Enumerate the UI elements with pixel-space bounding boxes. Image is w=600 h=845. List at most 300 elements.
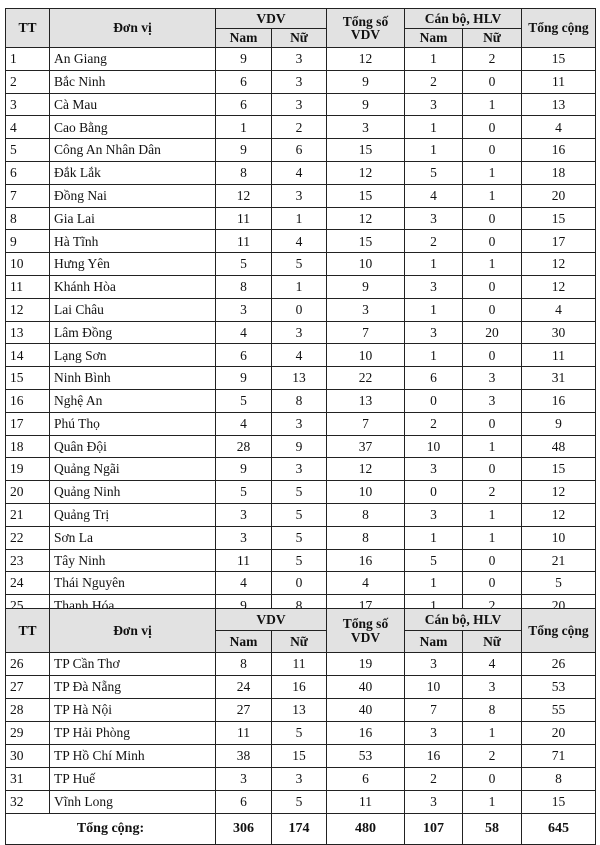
cell-don-vi: Bắc Ninh (50, 70, 216, 93)
cell-tt: 3 (6, 93, 50, 116)
cell-vdv-nu: 2 (272, 116, 327, 139)
header-vdv-nu: Nữ (272, 631, 327, 653)
cell-cb-nam: 7 (405, 699, 463, 722)
header-tong-so-vdv-line1: Tổng số (342, 616, 389, 631)
cell-cb-nam: 2 (405, 230, 463, 253)
cell-vdv-nu: 16 (272, 676, 327, 699)
cell-cb-nam: 1 (405, 253, 463, 276)
cell-tong-vdv: 40 (327, 699, 405, 722)
header-cb-nu: Nữ (463, 631, 522, 653)
cell-tong-vdv: 12 (327, 458, 405, 481)
header-can-bo-hlv: Cán bộ, HLV (405, 9, 522, 29)
cell-tong-vdv: 9 (327, 275, 405, 298)
header-tong-so-vdv-line2: VDV (350, 629, 381, 645)
table-row (6, 344, 596, 367)
cell-cb-nam: 16 (405, 745, 463, 768)
cell-cb-nam: 3 (405, 93, 463, 116)
cell-vdv-nam: 6 (216, 93, 272, 116)
cell-tt: 31 (6, 768, 50, 791)
cell-vdv-nu: 1 (272, 275, 327, 298)
cell-vdv-nu: 5 (272, 253, 327, 276)
cell-tong: 8 (522, 768, 596, 791)
cell-cb-nu: 3 (463, 676, 522, 699)
cell-tong: 31 (522, 367, 596, 390)
cell-cb-nam: 1 (405, 298, 463, 321)
cell-tong: 15 (522, 458, 596, 481)
cell-tong-vdv: 8 (327, 526, 405, 549)
header-tt: TT (6, 9, 50, 48)
table-row (6, 116, 596, 139)
cell-don-vi: Vĩnh Long (50, 791, 216, 814)
cell-cb-nam: 10 (405, 435, 463, 458)
cell-cb-nam: 2 (405, 412, 463, 435)
cell-tong: 20 (522, 595, 596, 618)
table-row (6, 549, 596, 572)
table-row (6, 389, 596, 412)
cell-vdv-nu: 1 (272, 207, 327, 230)
cell-vdv-nu: 8 (272, 595, 327, 618)
cell-tong: 15 (522, 791, 596, 814)
cell-tt: 9 (6, 230, 50, 253)
table-row (6, 722, 596, 745)
cell-vdv-nu: 6 (272, 139, 327, 162)
cell-vdv-nam: 8 (216, 161, 272, 184)
cell-tong-vdv: 16 (327, 549, 405, 572)
cell-vdv-nam: 11 (216, 230, 272, 253)
cell-tong: 12 (522, 275, 596, 298)
cell-cb-nu: 2 (463, 595, 522, 618)
cell-tong-vdv: 37 (327, 435, 405, 458)
cell-tong: 15 (522, 207, 596, 230)
cell-don-vi: An Giang (50, 48, 216, 71)
cell-don-vi: TP Hồ Chí Minh (50, 745, 216, 768)
cell-don-vi: Cao Bằng (50, 116, 216, 139)
cell-tong-vdv: 40 (327, 676, 405, 699)
cell-tt: 5 (6, 139, 50, 162)
cell-vdv-nu: 11 (272, 653, 327, 676)
cell-don-vi: TP Đà Nẵng (50, 676, 216, 699)
cell-tong: 13 (522, 93, 596, 116)
cell-tong: 17 (522, 230, 596, 253)
cell-tt: 32 (6, 791, 50, 814)
cell-tt: 16 (6, 389, 50, 412)
cell-vdv-nam: 3 (216, 768, 272, 791)
cell-cb-nam: 3 (405, 207, 463, 230)
cell-don-vi: Tây Ninh (50, 549, 216, 572)
cell-cb-nu: 0 (463, 412, 522, 435)
cell-cb-nu: 0 (463, 768, 522, 791)
cell-tong: 5 (522, 572, 596, 595)
cell-tt: 30 (6, 745, 50, 768)
header-vdv: VDV (216, 609, 327, 631)
header-tong-so-vdv-line2: VDV (350, 27, 381, 42)
cell-tt: 11 (6, 275, 50, 298)
table-row (6, 745, 596, 768)
cell-cb-nu: 2 (463, 481, 522, 504)
cell-tong-vdv: 10 (327, 481, 405, 504)
cell-tong-vdv: 7 (327, 412, 405, 435)
cell-cb-nu: 1 (463, 503, 522, 526)
cell-cb-nam: 2 (405, 768, 463, 791)
cell-vdv-nu: 4 (272, 230, 327, 253)
cell-don-vi: Hưng Yên (50, 253, 216, 276)
cell-don-vi: Đồng Nai (50, 184, 216, 207)
cell-tong: 16 (522, 389, 596, 412)
cell-tong: 30 (522, 321, 596, 344)
cell-cb-nu: 1 (463, 161, 522, 184)
cell-vdv-nu: 5 (272, 791, 327, 814)
cell-don-vi: Lai Châu (50, 298, 216, 321)
cell-cb-nu: 0 (463, 344, 522, 367)
cell-cb-nu: 2 (463, 48, 522, 71)
totals-vdv-nam: 306 (216, 814, 272, 845)
cell-vdv-nu: 3 (272, 768, 327, 791)
cell-cb-nu: 2 (463, 745, 522, 768)
cell-tong-vdv: 16 (327, 722, 405, 745)
cell-tong-vdv: 6 (327, 768, 405, 791)
totals-tong-vdv: 480 (327, 814, 405, 845)
cell-cb-nu: 0 (463, 207, 522, 230)
cell-tong-vdv: 12 (327, 161, 405, 184)
table-row (6, 412, 596, 435)
cell-cb-nu: 0 (463, 458, 522, 481)
cell-vdv-nu: 8 (272, 389, 327, 412)
cell-don-vi: Lạng Sơn (50, 344, 216, 367)
cell-tt: 12 (6, 298, 50, 321)
cell-tong-vdv: 3 (327, 298, 405, 321)
cell-cb-nam: 1 (405, 595, 463, 618)
cell-vdv-nam: 6 (216, 791, 272, 814)
cell-tong-vdv: 15 (327, 184, 405, 207)
cell-cb-nam: 3 (405, 791, 463, 814)
cell-vdv-nam: 4 (216, 412, 272, 435)
table-row (6, 768, 596, 791)
cell-tt: 28 (6, 699, 50, 722)
table-row (6, 230, 596, 253)
cell-vdv-nu: 3 (272, 321, 327, 344)
cell-vdv-nam: 6 (216, 344, 272, 367)
cell-tong-vdv: 7 (327, 321, 405, 344)
cell-cb-nam: 1 (405, 344, 463, 367)
cell-tt: 24 (6, 572, 50, 595)
cell-vdv-nu: 0 (272, 298, 327, 321)
table-row (6, 791, 596, 814)
cell-tt: 13 (6, 321, 50, 344)
cell-don-vi: TP Hải Phòng (50, 722, 216, 745)
table-body-part-1 (6, 48, 596, 618)
cell-cb-nam: 1 (405, 116, 463, 139)
cell-tong: 21 (522, 549, 596, 572)
header-tong-so-vdv-line1: Tổng số (342, 13, 389, 29)
cell-tong-vdv: 9 (327, 70, 405, 93)
table-row (6, 298, 596, 321)
cell-tong-vdv: 12 (327, 207, 405, 230)
cell-don-vi: Quảng Trị (50, 503, 216, 526)
header-row-top (6, 9, 596, 29)
cell-vdv-nu: 5 (272, 549, 327, 572)
cell-tt: 26 (6, 653, 50, 676)
cell-tt: 7 (6, 184, 50, 207)
cell-tt: 2 (6, 70, 50, 93)
cell-vdv-nu: 5 (272, 481, 327, 504)
header-tong-so-vdv (327, 9, 405, 48)
cell-vdv-nu: 4 (272, 161, 327, 184)
table-row (6, 161, 596, 184)
cell-cb-nu: 1 (463, 526, 522, 549)
table-row (6, 253, 596, 276)
cell-cb-nu: 0 (463, 116, 522, 139)
cell-cb-nam: 3 (405, 503, 463, 526)
cell-vdv-nu: 15 (272, 745, 327, 768)
cell-don-vi: Nghệ An (50, 389, 216, 412)
delegation-table-part-2 (5, 608, 596, 845)
cell-tt: 21 (6, 503, 50, 526)
cell-tong-vdv: 12 (327, 48, 405, 71)
cell-vdv-nu: 4 (272, 344, 327, 367)
table-row (6, 275, 596, 298)
cell-vdv-nu: 3 (272, 70, 327, 93)
cell-don-vi: Ninh Bình (50, 367, 216, 390)
header-don-vi: Đơn vị (50, 609, 216, 653)
header-vdv: VDV (216, 9, 327, 29)
delegation-table-part-1 (5, 8, 596, 618)
cell-cb-nu: 0 (463, 275, 522, 298)
cell-tong: 55 (522, 699, 596, 722)
cell-vdv-nu: 9 (272, 435, 327, 458)
cell-tong-vdv: 9 (327, 93, 405, 116)
cell-don-vi: Quảng Ngãi (50, 458, 216, 481)
cell-don-vi: Thanh Hóa (50, 595, 216, 618)
cell-don-vi: Khánh Hòa (50, 275, 216, 298)
cell-vdv-nu: 13 (272, 367, 327, 390)
cell-cb-nu: 1 (463, 253, 522, 276)
totals-label: Tổng cộng: (6, 814, 216, 845)
cell-vdv-nam: 28 (216, 435, 272, 458)
table-body-part-2 (6, 653, 596, 814)
cell-tong: 9 (522, 412, 596, 435)
cell-vdv-nu: 3 (272, 93, 327, 116)
cell-tt: 14 (6, 344, 50, 367)
cell-cb-nam: 6 (405, 367, 463, 390)
cell-tong: 18 (522, 161, 596, 184)
table-row (6, 184, 596, 207)
cell-vdv-nam: 9 (216, 595, 272, 618)
cell-cb-nam: 3 (405, 653, 463, 676)
cell-tt: 6 (6, 161, 50, 184)
cell-vdv-nu: 5 (272, 526, 327, 549)
table-row (6, 503, 596, 526)
totals-vdv-nu: 174 (272, 814, 327, 845)
cell-cb-nu: 3 (463, 367, 522, 390)
table-row (6, 139, 596, 162)
cell-tt: 23 (6, 549, 50, 572)
header-cb-nam: Nam (405, 29, 463, 48)
table-row (6, 653, 596, 676)
cell-cb-nu: 1 (463, 435, 522, 458)
table-row (6, 70, 596, 93)
cell-tong: 11 (522, 344, 596, 367)
table-row (6, 93, 596, 116)
cell-tong-vdv: 13 (327, 389, 405, 412)
cell-don-vi: Đắk Lắk (50, 161, 216, 184)
cell-cb-nu: 1 (463, 184, 522, 207)
table-row (6, 699, 596, 722)
cell-cb-nam: 10 (405, 676, 463, 699)
header-vdv-nu: Nữ (272, 29, 327, 48)
table-row (6, 207, 596, 230)
cell-cb-nu: 0 (463, 70, 522, 93)
cell-vdv-nam: 9 (216, 48, 272, 71)
cell-cb-nu: 4 (463, 653, 522, 676)
cell-don-vi: Lâm Đồng (50, 321, 216, 344)
header-cb-nu: Nữ (463, 29, 522, 48)
cell-don-vi: Cà Mau (50, 93, 216, 116)
cell-vdv-nam: 8 (216, 653, 272, 676)
cell-tong: 15 (522, 48, 596, 71)
cell-vdv-nam: 5 (216, 253, 272, 276)
cell-don-vi: TP Huế (50, 768, 216, 791)
cell-tong-vdv: 19 (327, 653, 405, 676)
cell-tong: 26 (522, 653, 596, 676)
cell-tong: 71 (522, 745, 596, 768)
cell-vdv-nam: 5 (216, 481, 272, 504)
cell-don-vi: Sơn La (50, 526, 216, 549)
header-tong-cong: Tổng cộng (522, 9, 596, 48)
cell-tt: 29 (6, 722, 50, 745)
cell-cb-nam: 0 (405, 481, 463, 504)
totals-row (6, 814, 596, 845)
cell-vdv-nam: 11 (216, 722, 272, 745)
cell-tt: 19 (6, 458, 50, 481)
cell-vdv-nam: 9 (216, 367, 272, 390)
header-vdv-nam: Nam (216, 29, 272, 48)
cell-tt: 4 (6, 116, 50, 139)
cell-vdv-nam: 38 (216, 745, 272, 768)
cell-cb-nu: 0 (463, 549, 522, 572)
cell-tong-vdv: 10 (327, 253, 405, 276)
cell-tt: 15 (6, 367, 50, 390)
cell-vdv-nam: 3 (216, 503, 272, 526)
cell-vdv-nu: 0 (272, 572, 327, 595)
cell-cb-nam: 4 (405, 184, 463, 207)
table-row (6, 676, 596, 699)
cell-vdv-nam: 5 (216, 389, 272, 412)
cell-vdv-nu: 5 (272, 722, 327, 745)
cell-cb-nu: 20 (463, 321, 522, 344)
cell-vdv-nu: 3 (272, 412, 327, 435)
cell-tong-vdv: 17 (327, 595, 405, 618)
totals-cb-nu: 58 (463, 814, 522, 845)
cell-cb-nam: 1 (405, 526, 463, 549)
cell-vdv-nam: 11 (216, 549, 272, 572)
cell-don-vi: Hà Tĩnh (50, 230, 216, 253)
table-row (6, 572, 596, 595)
cell-tong: 12 (522, 503, 596, 526)
cell-cb-nam: 3 (405, 321, 463, 344)
cell-vdv-nam: 11 (216, 207, 272, 230)
cell-don-vi: Quân Đội (50, 435, 216, 458)
header-tong-so-vdv (327, 609, 405, 653)
header-cb-nam: Nam (405, 631, 463, 653)
cell-tong-vdv: 3 (327, 116, 405, 139)
table-row (6, 458, 596, 481)
cell-tong: 20 (522, 184, 596, 207)
table-row (6, 321, 596, 344)
cell-cb-nu: 8 (463, 699, 522, 722)
cell-tt: 17 (6, 412, 50, 435)
totals-cb-nam: 107 (405, 814, 463, 845)
cell-tong-vdv: 15 (327, 230, 405, 253)
cell-vdv-nam: 3 (216, 298, 272, 321)
cell-cb-nam: 3 (405, 722, 463, 745)
table-row (6, 481, 596, 504)
cell-vdv-nam: 9 (216, 458, 272, 481)
cell-tong: 53 (522, 676, 596, 699)
header-can-bo-hlv: Cán bộ, HLV (405, 609, 522, 631)
cell-vdv-nu: 3 (272, 458, 327, 481)
cell-don-vi: TP Cần Thơ (50, 653, 216, 676)
cell-don-vi: Phú Thọ (50, 412, 216, 435)
cell-tong-vdv: 8 (327, 503, 405, 526)
header-don-vi: Đơn vị (50, 9, 216, 48)
cell-cb-nu: 1 (463, 722, 522, 745)
header-tong-cong: Tổng cộng (522, 609, 596, 653)
cell-vdv-nam: 27 (216, 699, 272, 722)
cell-cb-nu: 1 (463, 791, 522, 814)
table-row (6, 526, 596, 549)
cell-tt: 18 (6, 435, 50, 458)
cell-don-vi: Thái Nguyên (50, 572, 216, 595)
cell-cb-nu: 0 (463, 139, 522, 162)
cell-cb-nam: 1 (405, 48, 463, 71)
cell-cb-nam: 3 (405, 458, 463, 481)
cell-cb-nam: 2 (405, 70, 463, 93)
cell-vdv-nam: 9 (216, 139, 272, 162)
cell-vdv-nam: 1 (216, 116, 272, 139)
cell-don-vi: Công An Nhân Dân (50, 139, 216, 162)
cell-vdv-nam: 24 (216, 676, 272, 699)
cell-vdv-nam: 12 (216, 184, 272, 207)
cell-cb-nu: 0 (463, 572, 522, 595)
table-row (6, 435, 596, 458)
header-tt: TT (6, 609, 50, 653)
cell-tong-vdv: 11 (327, 791, 405, 814)
cell-cb-nam: 1 (405, 139, 463, 162)
header-vdv-nam: Nam (216, 631, 272, 653)
cell-cb-nu: 0 (463, 230, 522, 253)
cell-tong: 10 (522, 526, 596, 549)
totals-tong: 645 (522, 814, 596, 845)
cell-cb-nam: 5 (405, 161, 463, 184)
cell-don-vi: Quảng Ninh (50, 481, 216, 504)
cell-vdv-nu: 3 (272, 184, 327, 207)
header-row-top-2 (6, 609, 596, 631)
cell-vdv-nu: 5 (272, 503, 327, 526)
cell-vdv-nam: 8 (216, 275, 272, 298)
cell-tt: 27 (6, 676, 50, 699)
cell-vdv-nam: 4 (216, 321, 272, 344)
cell-vdv-nam: 4 (216, 572, 272, 595)
cell-tt: 22 (6, 526, 50, 549)
cell-cb-nam: 0 (405, 389, 463, 412)
cell-tong-vdv: 10 (327, 344, 405, 367)
cell-tt: 1 (6, 48, 50, 71)
cell-tong: 4 (522, 116, 596, 139)
cell-tong: 4 (522, 298, 596, 321)
cell-tong: 11 (522, 70, 596, 93)
cell-tt: 10 (6, 253, 50, 276)
cell-tt: 20 (6, 481, 50, 504)
